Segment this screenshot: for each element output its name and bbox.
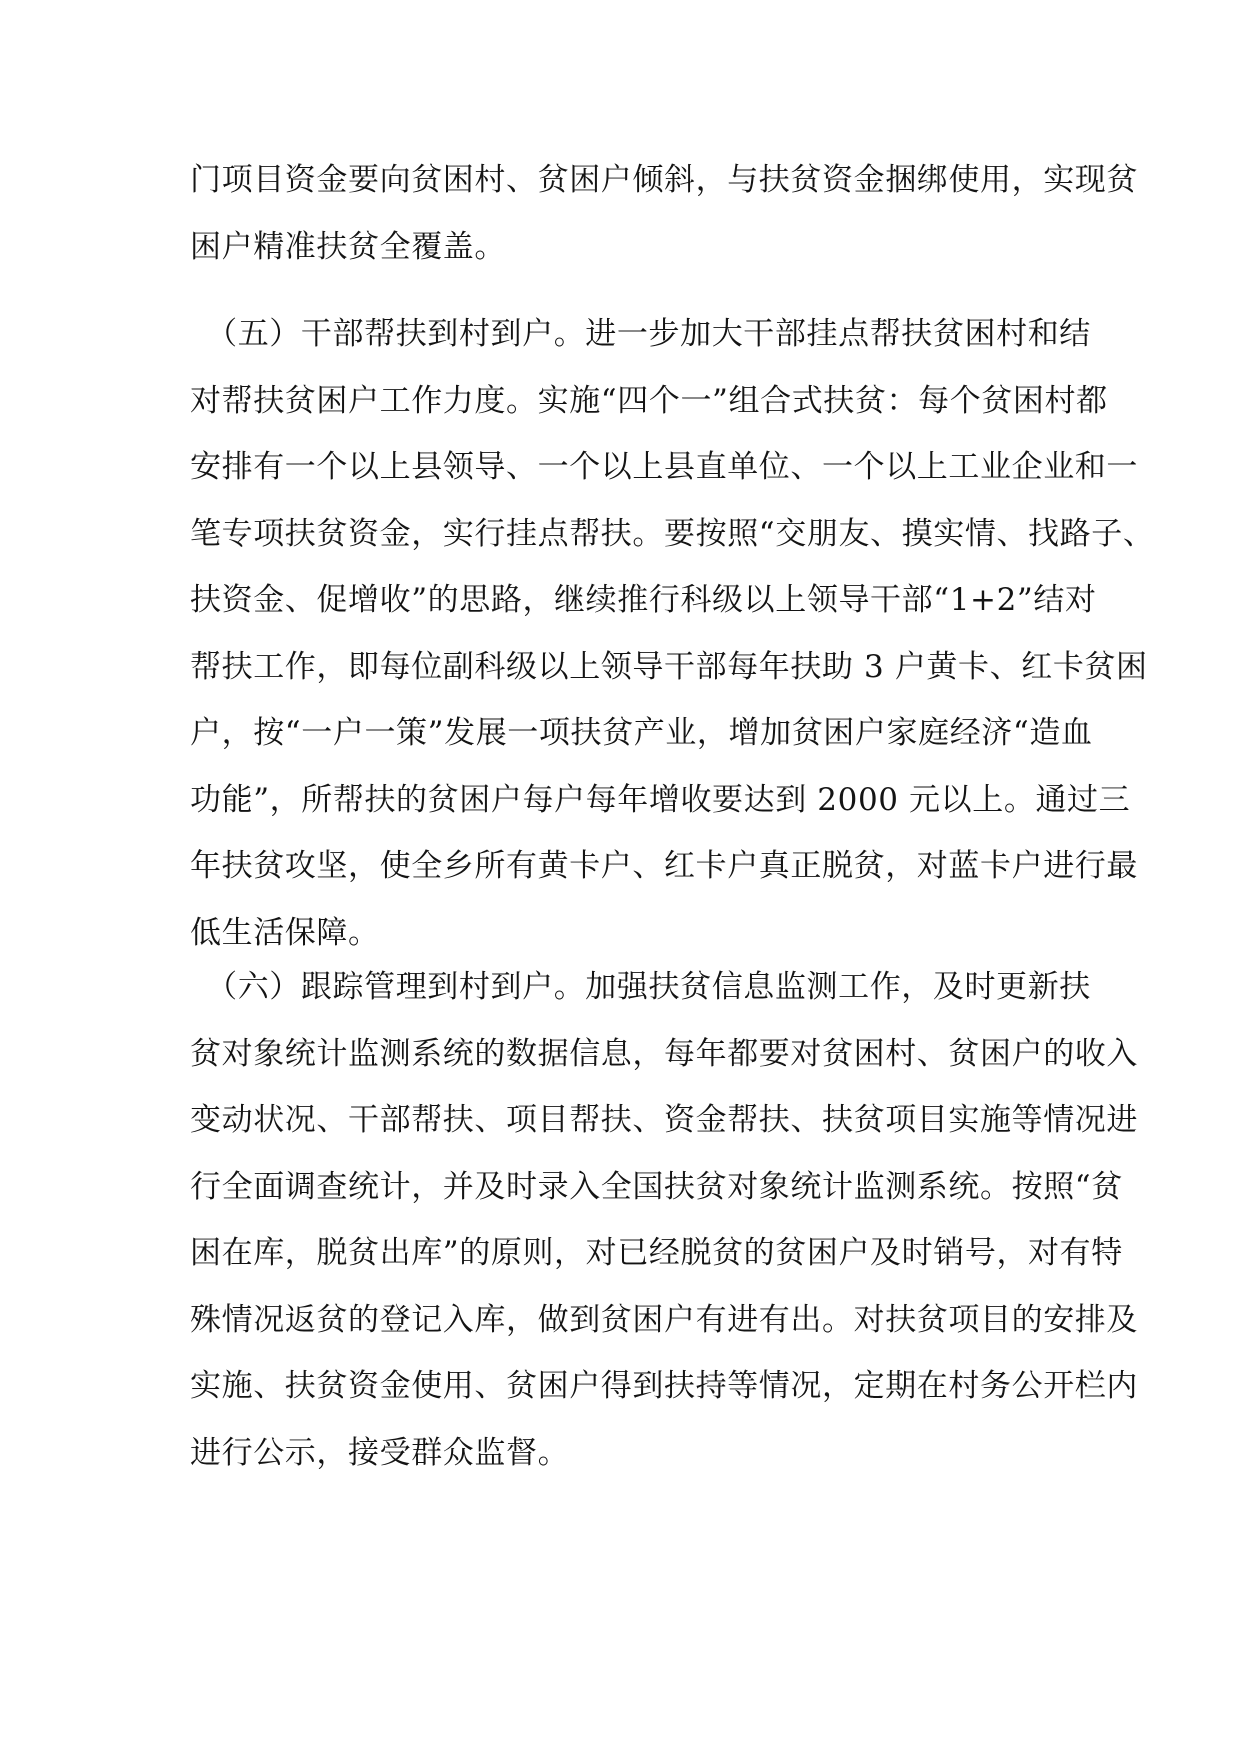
paragraph-section-five-cadre-assistance: [190, 301, 1155, 966]
text-line: 实施、扶贫资金使用、贫困户得到扶持等情况，定期在村务公开栏内: [190, 1368, 1138, 1404]
paragraph-funding-continuation: [190, 147, 1138, 280]
text-line: 笔专项扶贫资金，实行挂点帮扶。要按照“交朋友、摸实情、找路子、: [190, 515, 1155, 552]
text-line: 困在库，脱贫出库”的原则，对已经脱贫的贫困户及时销号，对有特: [190, 1235, 1123, 1271]
section-heading-line: （五）干部帮扶到村到户。进一步加大干部挂点帮扶贫困村和结: [190, 316, 1091, 352]
text-line: 功能”，所帮扶的贫困户每户每年增收要达到 2000 元以上。通过三: [190, 781, 1131, 818]
text-line: 殊情况返贫的登记入库，做到贫困户有进有出。对扶贫项目的安排及: [190, 1301, 1138, 1338]
text-line: 帮扶工作，即每位副科级以上领导干部每年扶助 3 户黄卡、红卡贫困: [190, 648, 1148, 685]
text-line: 贫对象统计监测系统的数据信息，每年都要对贫困村、贫困户的收入: [190, 1035, 1138, 1072]
section-heading-line: （六）跟踪管理到村到户。加强扶贫信息监测工作，及时更新扶: [190, 969, 1091, 1005]
text-line: 对帮扶贫困户工作力度。实施“四个一”组合式扶贫：每个贫困村都: [190, 382, 1108, 419]
text-line: 低生活保障。: [190, 914, 380, 951]
text-line: 扶资金、促增收”的思路，继续推行科级以上领导干部“1+2”结对: [190, 582, 1097, 618]
text-line: 困户精准扶贫全覆盖。: [190, 228, 506, 265]
text-line: 行全面调查统计，并及时录入全国扶贫对象统计监测系统。按照“贫: [190, 1168, 1123, 1205]
text-line: 安排有一个以上县领导、一个以上县直单位、一个以上工业企业和一: [190, 449, 1138, 485]
text-line: 变动状况、干部帮扶、项目帮扶、资金帮扶、扶贫项目实施等情况进: [190, 1102, 1138, 1138]
text-line: 进行公示，接受群众监督。: [190, 1434, 570, 1471]
text-line: 年扶贫攻坚，使全乡所有黄卡户、红卡户真正脱贫，对蓝卡户进行最: [190, 848, 1138, 884]
paragraph-section-six-tracking-management: [190, 954, 1138, 1486]
text-line: 门项目资金要向贫困村、贫困户倾斜，与扶贫资金捆绑使用，实现贫: [190, 162, 1138, 198]
text-line: 户，按“一户一策”发展一项扶贫产业，增加贫困户家庭经济“造血: [190, 715, 1093, 751]
